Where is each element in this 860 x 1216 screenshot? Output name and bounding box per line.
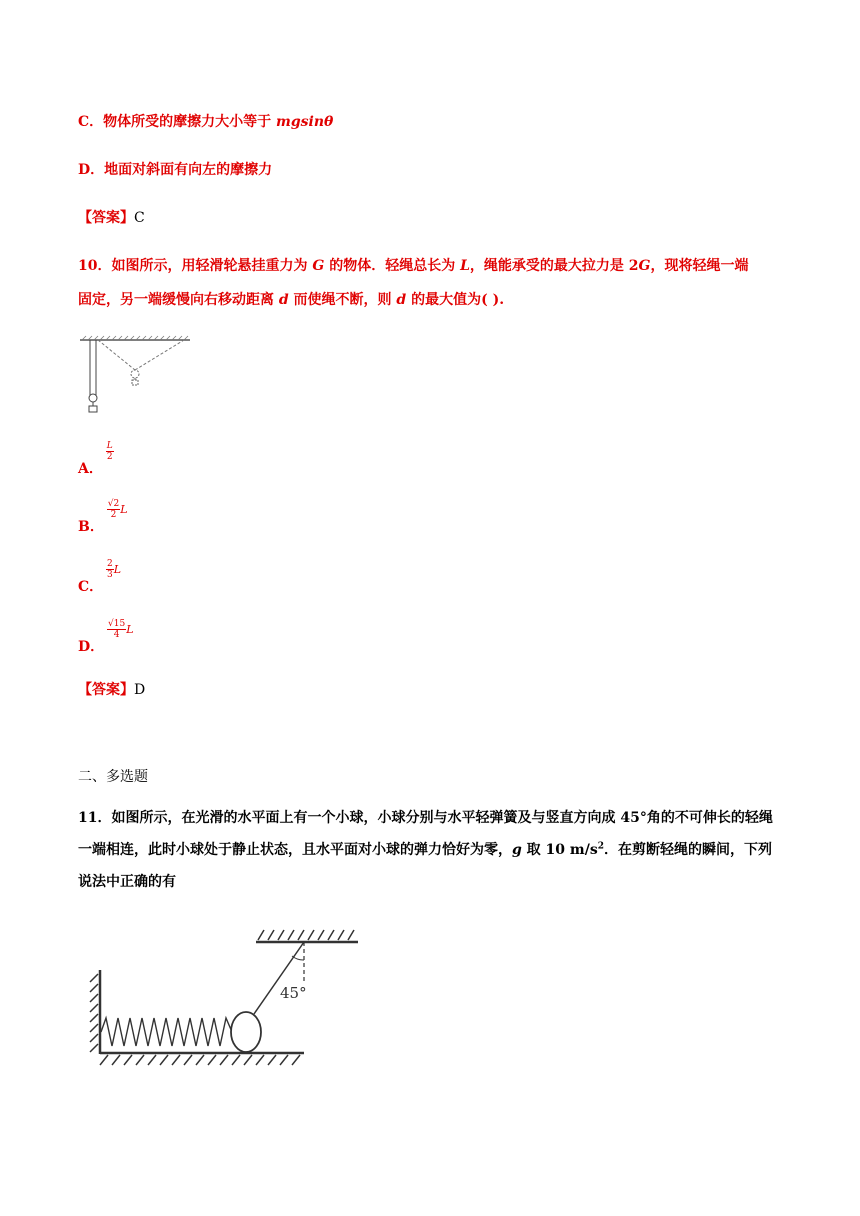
pulley-figure (78, 334, 194, 416)
q10-text: 10．如图所示，用轻滑轮悬挂重力为 (78, 258, 313, 274)
q9-answer (78, 208, 145, 228)
fraction-denominator: 3 (107, 569, 113, 580)
option-suffix: L (113, 563, 122, 576)
q10-option-b (78, 498, 128, 535)
q10-text: 的最大值为( ). (406, 292, 505, 308)
q10-text: ，现将轻绳一端 (650, 258, 749, 274)
option-label: C． (78, 579, 104, 595)
q10-var-l: L (460, 258, 470, 274)
q9-option-c-text: C．物体所受的摩擦力大小等于 (78, 114, 277, 130)
answer-label: 【答案】 (78, 210, 134, 226)
q10-var-d: d (278, 292, 289, 308)
fraction-denominator: 4 (113, 629, 120, 640)
fraction (107, 499, 120, 520)
q10-text: 固定，另一端缓慢向右移动距离 (78, 292, 279, 308)
section-title: 二、多选题 (78, 769, 148, 785)
fraction (106, 441, 114, 462)
fraction-numerator: L (106, 440, 113, 451)
answer-value: C (134, 210, 145, 226)
option-label: D． (78, 639, 105, 655)
fraction-denominator: 2 (110, 509, 117, 520)
q10-answer (78, 680, 145, 700)
q10-option-d (78, 618, 134, 655)
q11-var-g: g (512, 842, 522, 858)
answer-value: D (134, 682, 146, 698)
q10-stem-line1 (78, 256, 749, 276)
q9-option-c (78, 112, 333, 132)
q10-var-g: G (638, 258, 651, 274)
fraction (107, 619, 126, 640)
q9-option-d: D．地面对斜面有向左的摩擦力 (78, 162, 273, 178)
fraction-numerator: √2 (107, 498, 120, 509)
q11-text: 取 10 m/s (521, 842, 598, 858)
q10-var-d: d (396, 292, 407, 308)
fraction-numerator: √15 (108, 618, 126, 629)
angle-label: 45° (280, 984, 307, 1002)
q10-text: 的物体．轻绳总长为 (324, 258, 461, 274)
q11-text: ．在剪断轻绳的瞬间，下列说法中正确的有 (78, 842, 772, 890)
option-label: B． (78, 519, 104, 535)
q11-superscript: 2 (597, 841, 604, 852)
option-suffix: L (120, 503, 128, 516)
q10-option-a (78, 440, 114, 477)
option-suffix: L (126, 623, 134, 636)
fraction-numerator: 2 (107, 558, 113, 569)
q9-option-c-math: mgsinθ (276, 114, 334, 130)
option-label: A． (78, 461, 103, 477)
fraction (106, 559, 114, 580)
q10-var-g: G (312, 258, 325, 274)
q11-stem (78, 802, 784, 898)
q10-text: 而使绳不断，则 (288, 292, 397, 308)
answer-label: 【答案】 (78, 682, 134, 698)
spring-ball-figure (84, 922, 364, 1082)
q10-stem-line2 (78, 290, 504, 310)
q11-text: 11．如图所示，在光滑的水平面上有一个小球，小球分别与水平轻弹簧及与竖直方向成 45°角的不可伸长的轻绳一端相连，此时小球处于静止状态，且水平面对小球的弹力恰好为零， (78, 810, 773, 858)
q10-option-c (78, 558, 122, 595)
fraction-denominator: 2 (106, 451, 113, 462)
q10-text: ，绳能承受的最大拉力是 2 (469, 258, 639, 274)
